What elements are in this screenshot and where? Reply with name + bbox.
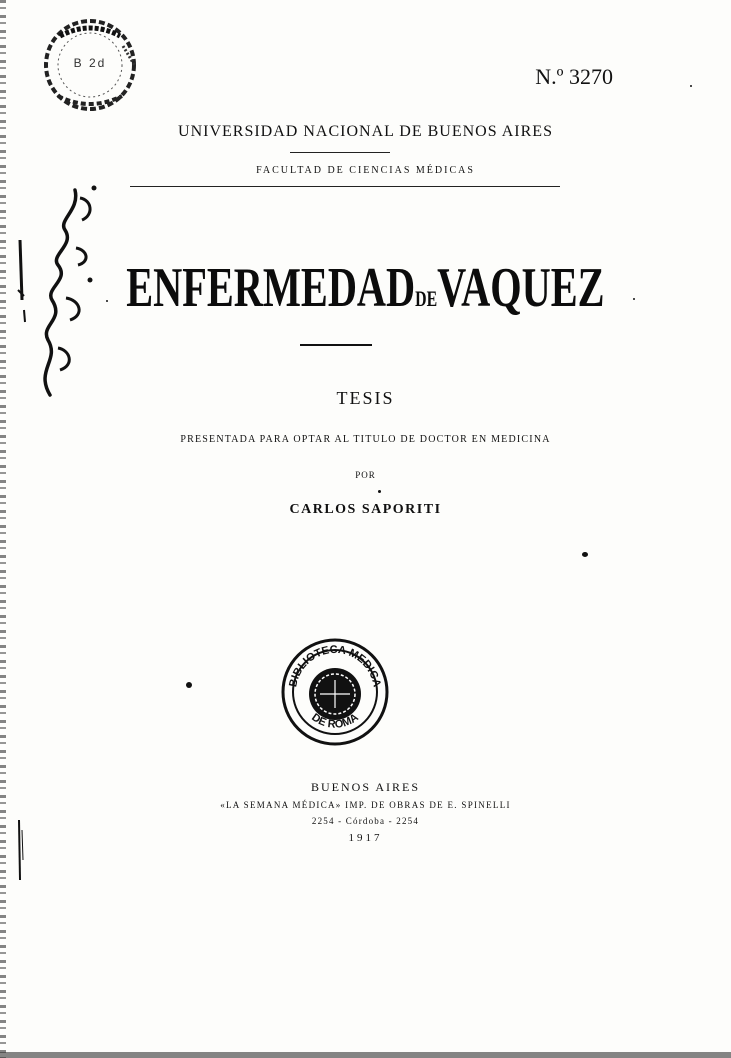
title-part-1: ENFERMEDAD xyxy=(126,257,416,319)
handwritten-note xyxy=(30,170,110,410)
handwritten-note-glyphs xyxy=(30,170,110,410)
divider-rule xyxy=(130,186,560,187)
seal-bottom-text: DE ROMA xyxy=(309,711,361,731)
library-stamp xyxy=(40,16,140,114)
title-connector: DE xyxy=(415,286,438,311)
divider-rule xyxy=(290,152,390,153)
imprint-city: BUENOS AIRES xyxy=(310,780,420,794)
by-label: POR xyxy=(355,470,376,480)
library-stamp-code: B 2d xyxy=(73,56,107,70)
imprint-year: 1917 xyxy=(348,832,383,844)
ink-speck xyxy=(186,682,192,688)
library-seal xyxy=(280,636,390,748)
university-name: UNIVERSIDAD NACIONAL DE BUENOS AIRES xyxy=(178,123,553,140)
seal-top-text: BIBLIOTECA MEDICA xyxy=(287,643,383,689)
ink-speck xyxy=(633,298,635,300)
scan-left-edge xyxy=(0,0,6,1058)
ink-speck xyxy=(378,490,381,493)
thesis-title xyxy=(102,258,628,329)
title-part-2: VAQUEZ xyxy=(437,257,605,319)
document-number: N.º 3270 xyxy=(535,64,613,89)
ink-speck xyxy=(582,552,588,557)
title-rule xyxy=(300,344,372,346)
imprint-printer: «LA SEMANA MÉDICA» IMP. DE OBRAS DE E. SPINELLI xyxy=(220,800,511,810)
faculty-name: FACULTAD DE CIENCIAS MÉDICAS xyxy=(256,165,475,176)
thesis-subtitle: PRESENTADA PARA OPTAR AL TITULO DE DOCTOR EN MEDICINA xyxy=(180,434,551,445)
ink-speck xyxy=(690,85,692,87)
scan-bottom-edge xyxy=(0,1052,731,1058)
imprint-address: 2254 - Córdoba - 2254 xyxy=(311,816,420,826)
thesis-type: TESIS xyxy=(336,388,395,408)
margin-marks xyxy=(8,0,38,1058)
author-name: CARLOS SAPORITI xyxy=(289,502,442,517)
seal-icon xyxy=(280,636,390,748)
